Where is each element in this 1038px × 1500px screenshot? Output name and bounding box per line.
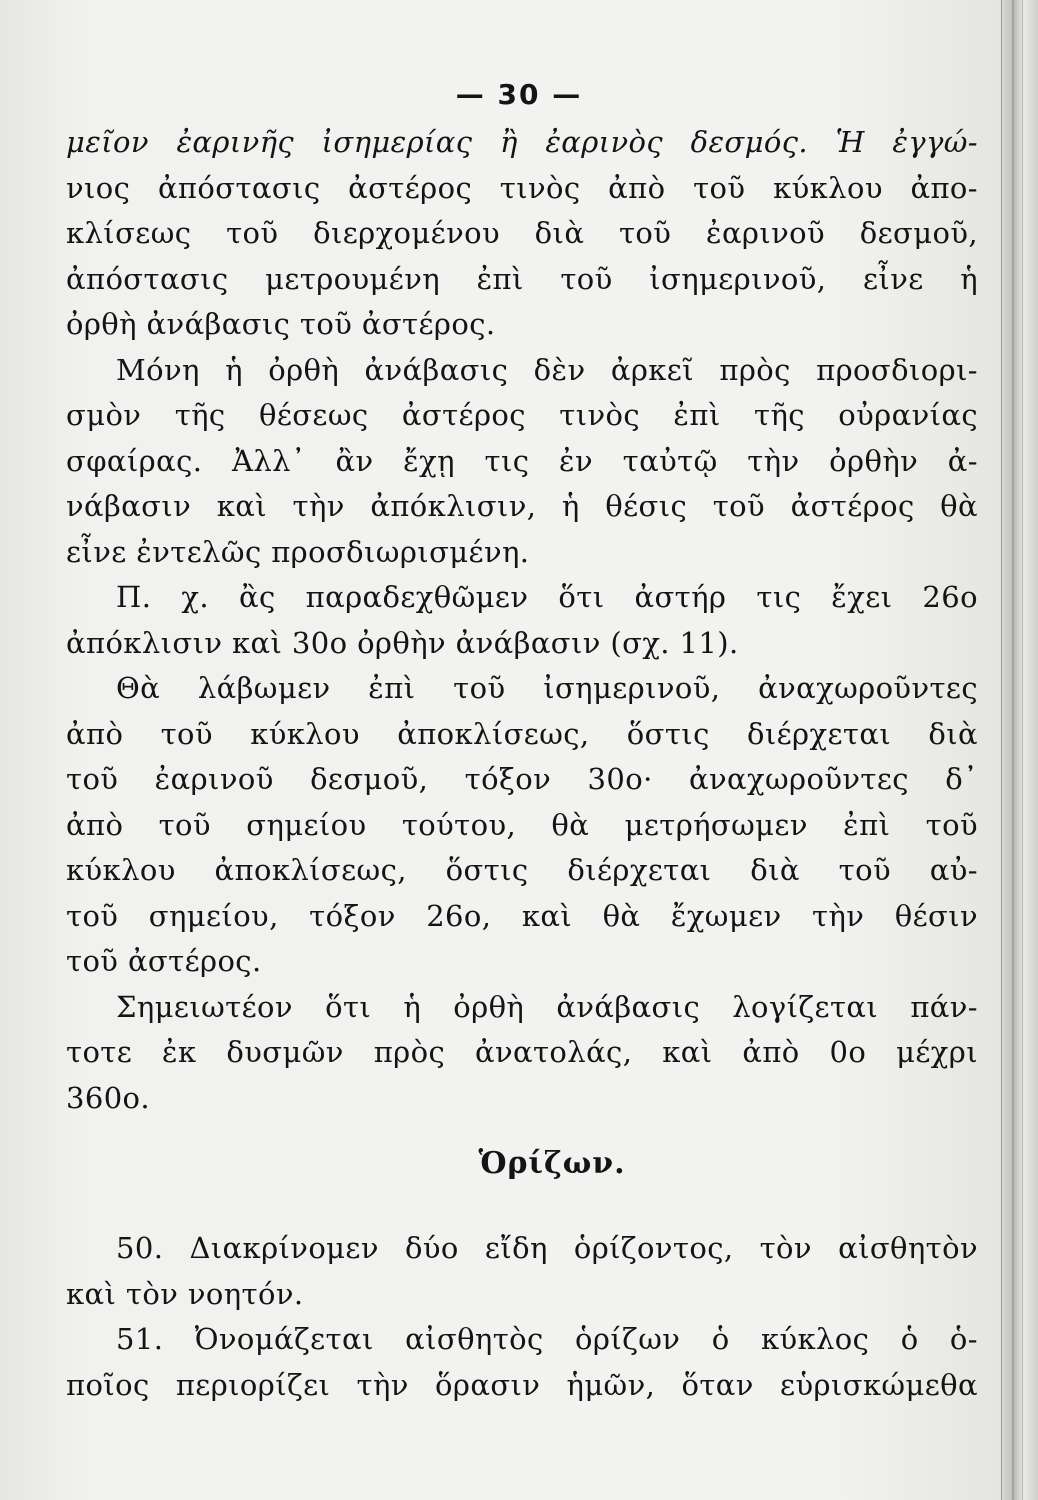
text-line: νιος ἀπόστασις ἀστέρος τινὸς ἀπὸ τοῦ κύκλου ἀπο-: [66, 170, 978, 205]
text-line: ἀπὸ τοῦ κύκλου ἀποκλίσεως, ὅστις διέρχεται διὰ: [66, 716, 978, 751]
text-line: σφαίρας. Ἀλλ᾽ ἂν ἔχῃ τις ἐν ταὐτῷ τὴν ὀρθὴν ἀ-: [66, 443, 978, 478]
text-line: τοῦ ἐαρινοῦ δεσμοῦ, τόξον 30ο· ἀναχωροῦντες δ᾽: [66, 762, 978, 796]
text-line: εἶνε ἐντελῶς προσδιωρισμένη.: [66, 534, 530, 569]
text-line: κύκλου ἀποκλίσεως, ὅστις διέρχεται διὰ τοῦ αὐ-: [66, 853, 978, 887]
paragraph-51-line: ποῖος περιορίζει τὴν ὅρασιν ἡμῶν, ὅταν εὑρισκώμεθα: [66, 1367, 978, 1402]
text-line: Μόνη ἡ ὀρθὴ ἀνάβασις δὲν ἀρκεῖ πρὸς προσδιορι-: [116, 352, 978, 387]
page-text: [66, 120, 978, 1408]
text-line: 360ο.: [66, 1080, 151, 1115]
spacer: [66, 1206, 978, 1226]
text-line: Π. χ. ἂς παραδεχθῶμεν ὅτι ἀστήρ τις ἔχει 26ο: [116, 580, 978, 614]
page-number: — 30 —: [455, 78, 583, 111]
text-line: μεῖον ἐαρινῆς ἰσημερίας ἢ ἐαρινὸς δεσμός. Ἡ ἐγγώ-: [66, 125, 978, 159]
paragraph-51-line: 51. Ὀνομάζεται αἰσθητὸς ὁρίζων ὁ κύκλος ὁ ὁ-: [116, 1322, 978, 1356]
text-line: νάβασιν καὶ τὴν ἀπόκλισιν, ἡ θέσις τοῦ ἀστέρος θὰ: [66, 489, 978, 523]
text-line: τοῦ ἀστέρος.: [66, 944, 262, 978]
text-line: σμὸν τῆς θέσεως ἀστέρος τινὸς ἐπὶ τῆς οὐρανίας: [66, 398, 978, 432]
text-line: ἀπὸ τοῦ σημείου τούτου, θὰ μετρήσωμεν ἐπὶ τοῦ: [66, 807, 978, 842]
text-line: ὀρθὴ ἀνάβασις τοῦ ἀστέρος.: [66, 307, 496, 341]
section-heading: Ὁρίζων.: [478, 1146, 626, 1181]
text-line: κλίσεως τοῦ διερχομένου διὰ τοῦ ἐαρινοῦ δεσμοῦ,: [66, 216, 978, 250]
text-line: Σημειωτέον ὅτι ἡ ὀρθὴ ἀνάβασις λογίζεται πάν-: [116, 989, 978, 1024]
text-line: Θὰ λάβωμεν ἐπὶ τοῦ ἰσημερινοῦ, ἀναχωροῦντες: [116, 671, 978, 705]
text-line: ἀπόστασις μετρουμένη ἐπὶ τοῦ ἰσημερινοῦ, εἶνε ἡ: [66, 261, 978, 296]
paragraph-50-line: καὶ τὸν νοητόν.: [66, 1276, 304, 1311]
paragraph-50-line: 50. Διακρίνομεν δύο εἴδη ὁρίζοντος, τὸν αἰσθητὸν: [116, 1231, 978, 1265]
text-line: τοῦ σημείου, τόξον 26ο, καὶ θὰ ἔχωμεν τὴν θέσιν: [66, 898, 978, 933]
page-binding-edge: [1001, 0, 1038, 1500]
text-line: ἀπόκλισιν καὶ 30ο ὀρθὴν ἀνάβασιν (σχ. 11).: [66, 625, 739, 660]
text-line: τοτε ἐκ δυσμῶν πρὸς ἀνατολάς, καὶ ἀπὸ 0ο μέχρι: [66, 1035, 978, 1069]
